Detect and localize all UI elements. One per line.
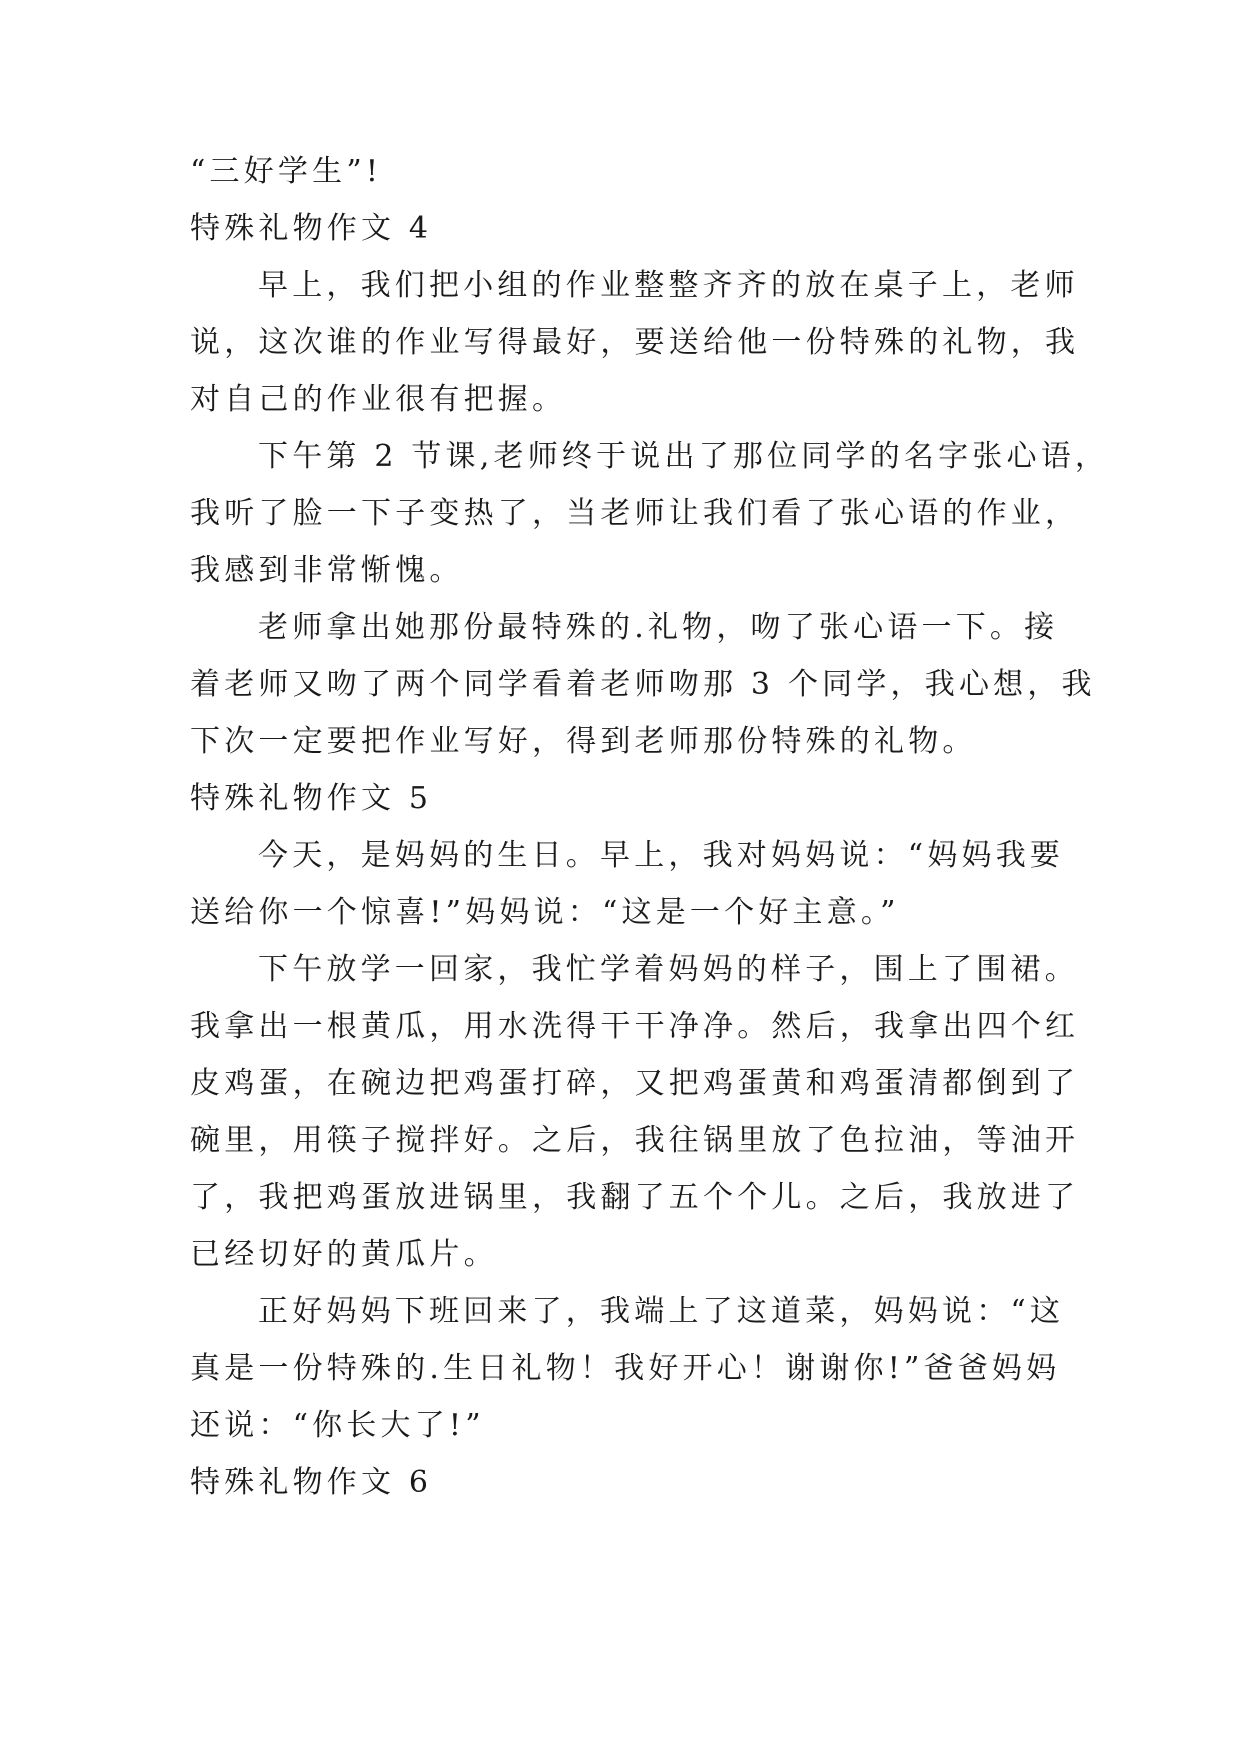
paragraph-line: 碗里，用筷子搅拌好。之后，我往锅里放了色拉油，等油开 xyxy=(190,1123,1080,1158)
paragraph-line: 我听了脸一下子变热了，当老师让我们看了张心语的作业， xyxy=(190,496,1080,531)
paragraph-line: 皮鸡蛋，在碗边把鸡蛋打碎，又把鸡蛋黄和鸡蛋清都倒到了 xyxy=(190,1066,1080,1101)
paragraph-line: 老师拿出她那份最特殊的.礼物，吻了张心语一下。接 xyxy=(258,610,1059,645)
paragraph-line: 送给你一个惊喜!”妈妈说：“这是一个好主意。” xyxy=(190,895,900,930)
paragraph-line: 还说：“你长大了!” xyxy=(190,1408,485,1443)
paragraph-line: 已经切好的黄瓜片。 xyxy=(190,1237,498,1272)
text-line: “三好学生”! xyxy=(190,154,383,189)
paragraph-line: 我感到非常惭愧。 xyxy=(190,553,464,588)
paragraph-line: 下午放学一回家，我忙学着妈妈的样子，围上了围裙。 xyxy=(258,952,1079,987)
paragraph-line: 下午第 2 节课,老师终于说出了那位同学的名字张心语， xyxy=(258,439,1110,474)
section-heading: 特殊礼物作文 6 xyxy=(190,1465,433,1500)
paragraph-line: 真是一份特殊的.生日礼物！我好开心！谢谢你!”爸爸妈妈 xyxy=(190,1351,1061,1386)
paragraph-line: 早上，我们把小组的作业整整齐齐的放在桌子上，老师 xyxy=(258,268,1079,303)
paragraph-line: 对自己的作业很有把握。 xyxy=(190,382,567,417)
paragraph-line: 着老师又吻了两个同学看着老师吻那 3 个同学，我心想，我 xyxy=(190,667,1096,702)
paragraph-line: 正好妈妈下班回来了，我端上了这道菜，妈妈说：“这 xyxy=(258,1294,1065,1329)
paragraph-line: 今天，是妈妈的生日。早上，我对妈妈说：“妈妈我要 xyxy=(258,838,1065,873)
paragraph-line: 说，这次谁的作业写得最好，要送给他一份特殊的礼物，我 xyxy=(190,325,1080,360)
section-heading: 特殊礼物作文 4 xyxy=(190,211,433,246)
paragraph-line: 了，我把鸡蛋放进锅里，我翻了五个个儿。之后，我放进了 xyxy=(190,1180,1080,1215)
paragraph-line: 我拿出一根黄瓜，用水洗得干干净净。然后，我拿出四个红 xyxy=(190,1009,1080,1044)
section-heading: 特殊礼物作文 5 xyxy=(190,781,433,816)
paragraph-line: 下次一定要把作业写好，得到老师那份特殊的礼物。 xyxy=(190,724,977,759)
